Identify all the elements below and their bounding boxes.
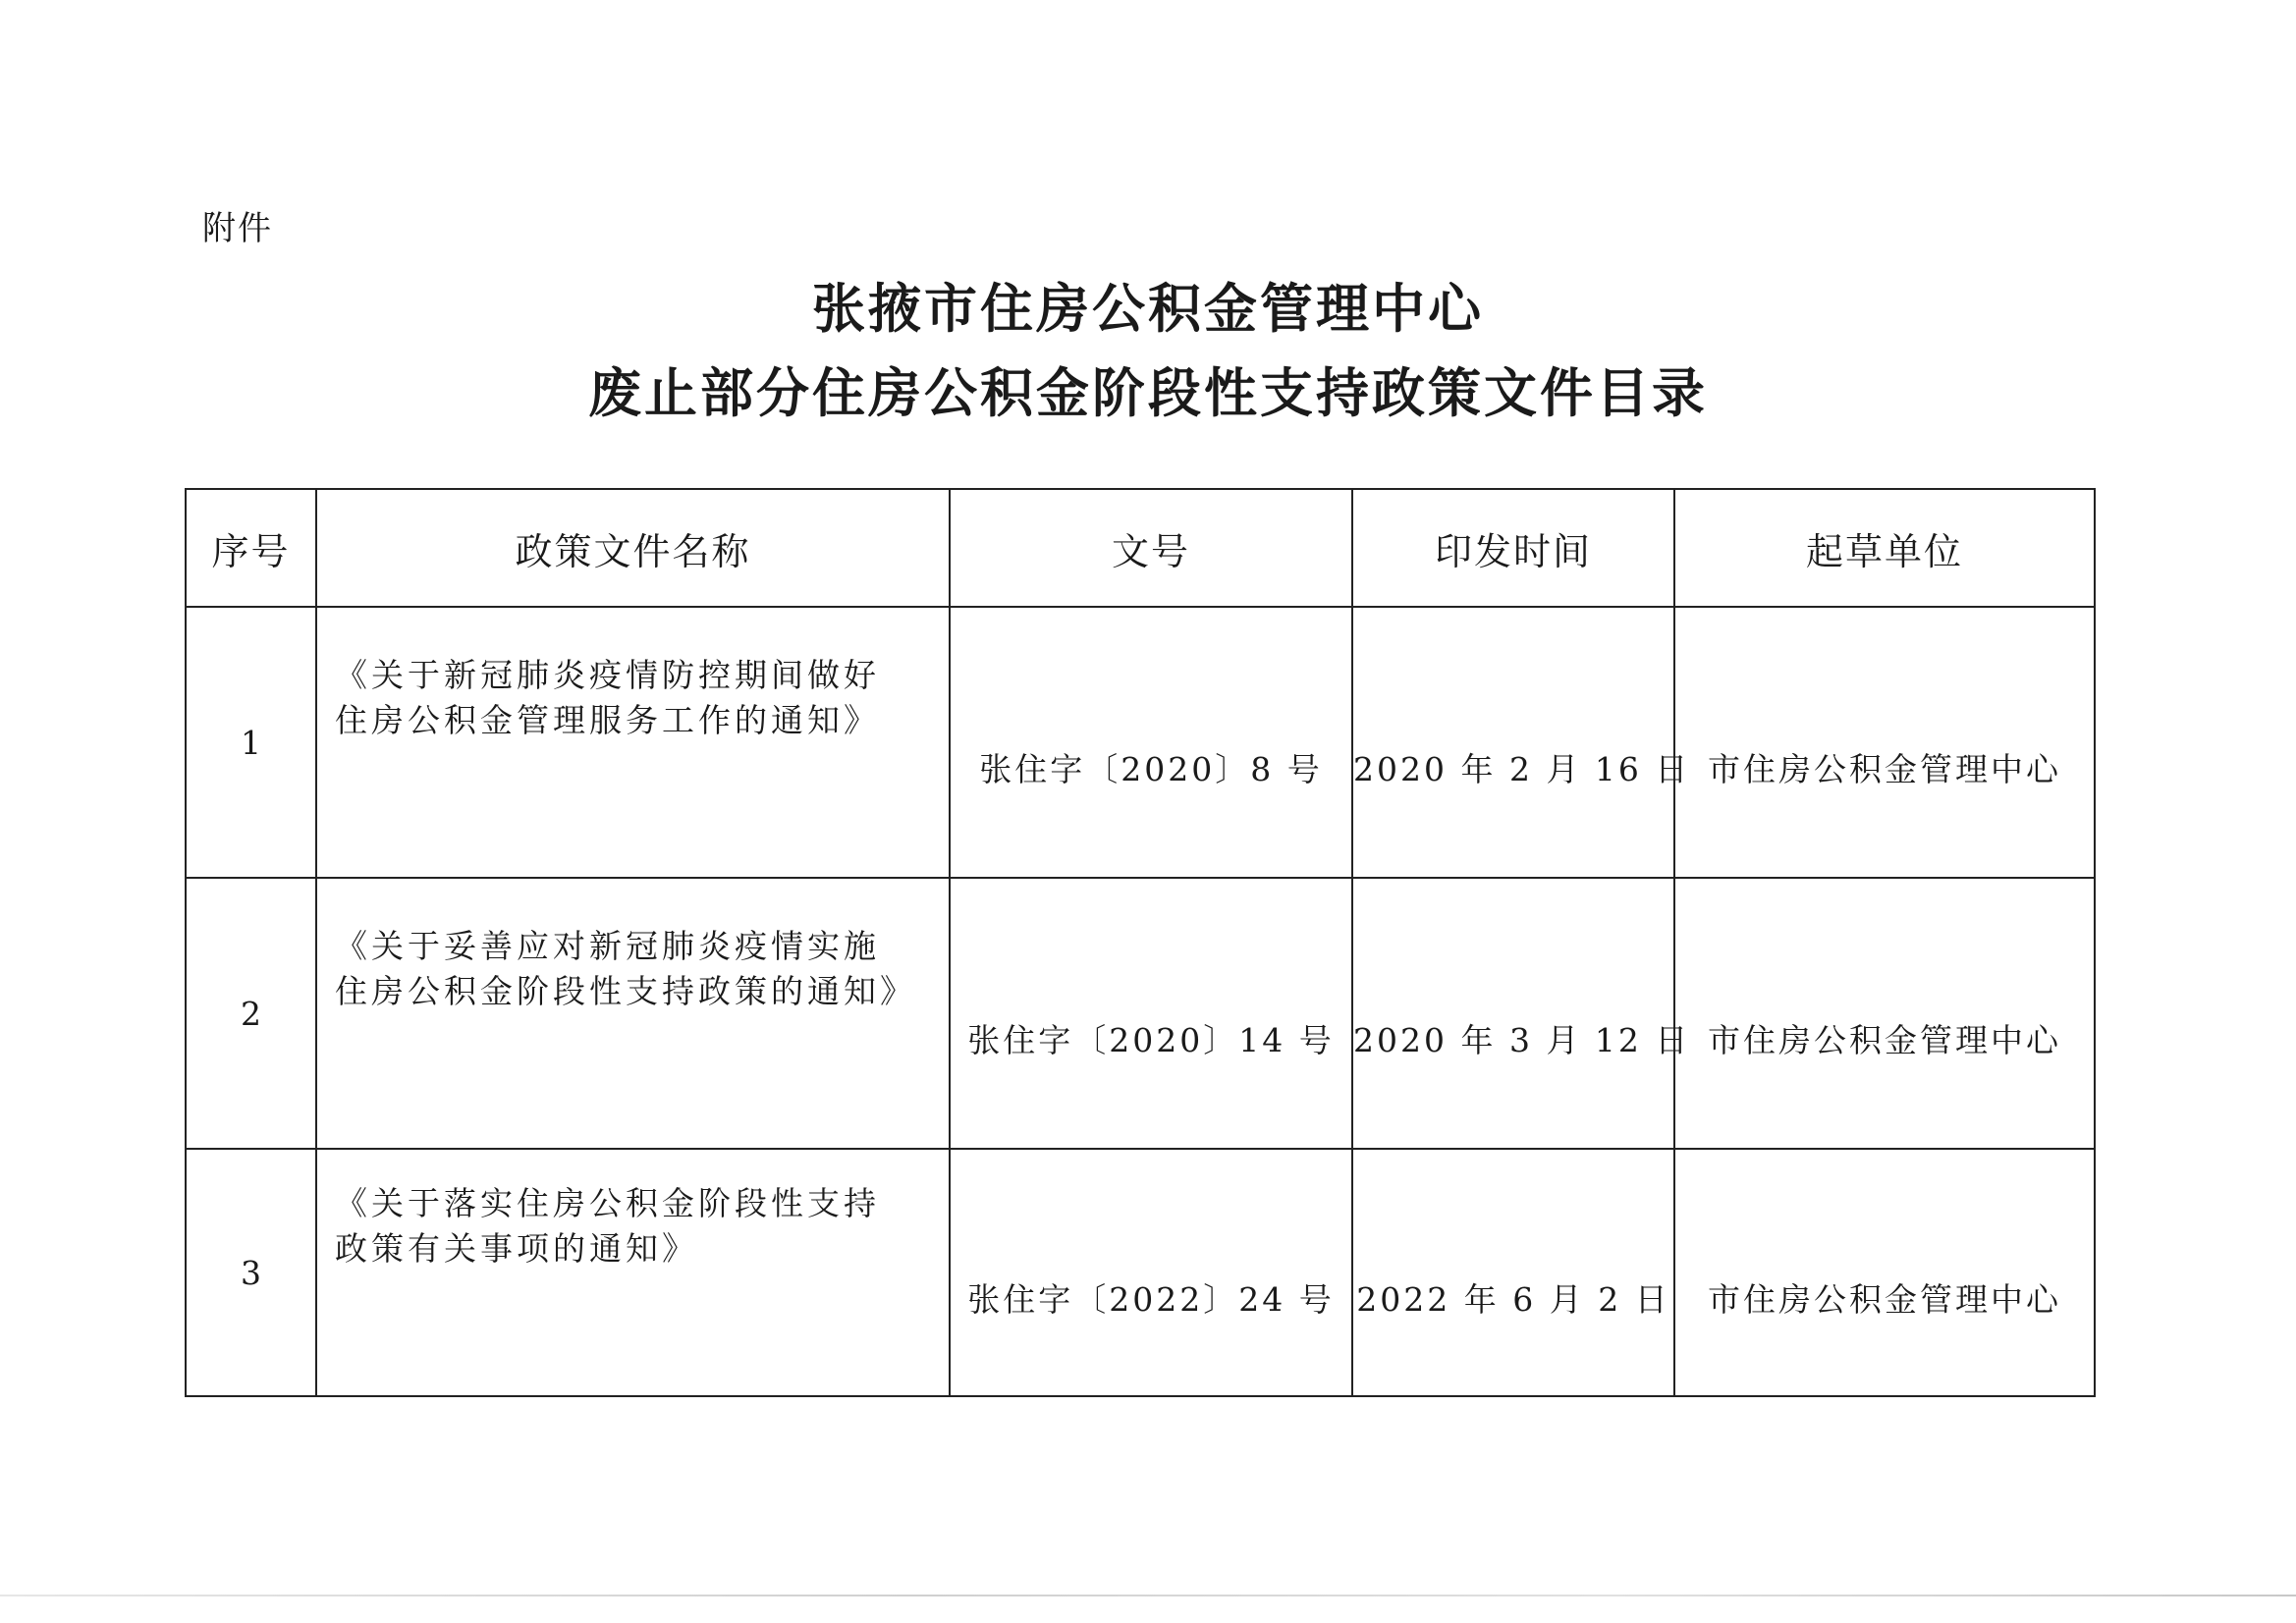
row-issue-date: 2020 年 2 月 16 日 xyxy=(1352,607,1674,878)
doc-name-line: 政策有关事项的通知》 xyxy=(335,1229,698,1268)
row-issue-date: 2020 年 3 月 12 日 xyxy=(1352,878,1674,1149)
table-row xyxy=(186,607,2095,878)
row-doc-number: 张住字〔2022〕24 号 xyxy=(950,1149,1352,1396)
table-row xyxy=(186,1149,2095,1396)
row-drafter: 市住房公积金管理中心 xyxy=(1674,878,2095,1149)
doc-name-line: 《关于落实住房公积金阶段性支持 xyxy=(335,1184,880,1222)
header-issue-date: 印发时间 xyxy=(1352,489,1674,607)
document-title-line2: 废止部分住房公积金阶段性支持政策文件目录 xyxy=(588,361,1708,424)
attachment-label: 附件 xyxy=(202,209,273,248)
doc-name-line: 住房公积金阶段性支持政策的通知》 xyxy=(335,972,916,1010)
row-doc-name xyxy=(316,607,950,878)
row-seq: 3 xyxy=(186,1149,316,1396)
row-doc-name xyxy=(316,878,950,1149)
row-drafter: 市住房公积金管理中心 xyxy=(1674,607,2095,878)
scan-edge-line xyxy=(0,1595,2296,1596)
policy-catalog-table xyxy=(185,488,2096,1397)
row-drafter: 市住房公积金管理中心 xyxy=(1674,1149,2095,1396)
row-issue-date: 2022 年 6 月 2 日 xyxy=(1352,1149,1674,1396)
doc-name-line: 住房公积金管理服务工作的通知》 xyxy=(335,701,880,739)
header-drafter: 起草单位 xyxy=(1674,489,2095,607)
header-doc-name: 政策文件名称 xyxy=(316,489,950,607)
doc-name-line: 《关于新冠肺炎疫情防控期间做好 xyxy=(335,656,880,694)
doc-name-line: 《关于妥善应对新冠肺炎疫情实施 xyxy=(335,927,880,965)
document-title-line1: 张掖市住房公积金管理中心 xyxy=(812,277,1484,340)
row-doc-name xyxy=(316,1149,950,1396)
row-seq: 2 xyxy=(186,878,316,1149)
row-doc-number: 张住字〔2020〕8 号 xyxy=(950,607,1352,878)
header-doc-number: 文号 xyxy=(950,489,1352,607)
row-doc-number: 张住字〔2020〕14 号 xyxy=(950,878,1352,1149)
table-row xyxy=(186,878,2095,1149)
row-seq: 1 xyxy=(186,607,316,878)
table-header-row xyxy=(186,489,2095,607)
header-seq: 序号 xyxy=(186,489,316,607)
